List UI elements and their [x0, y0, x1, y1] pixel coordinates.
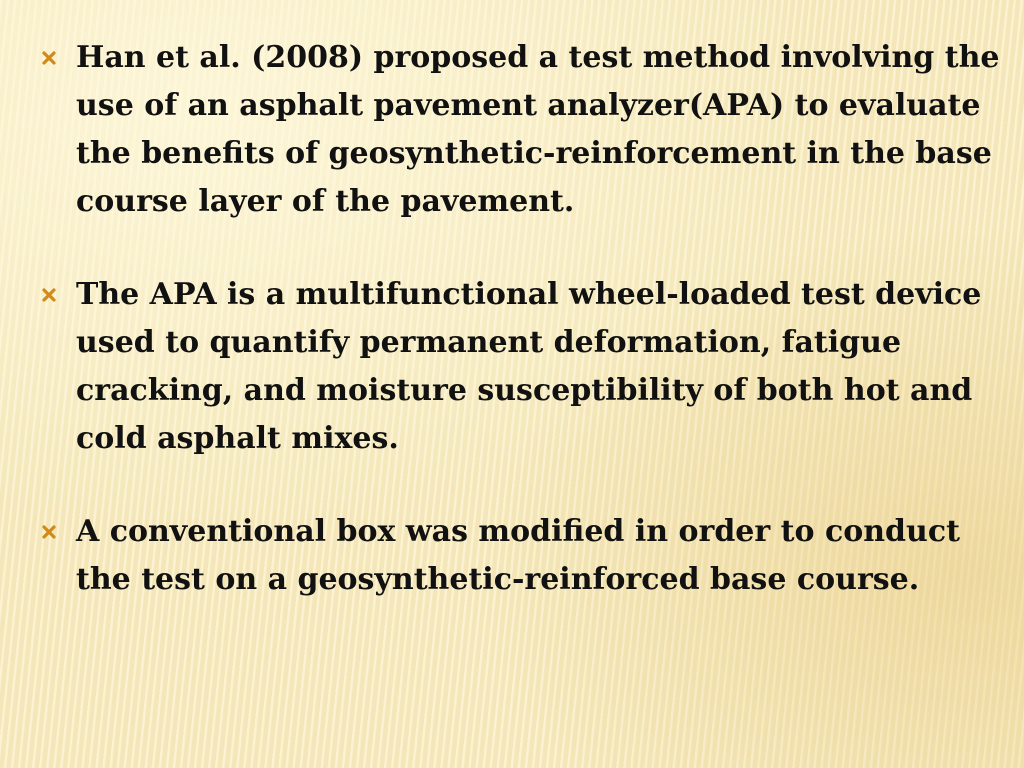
x-mark-icon: [41, 287, 57, 303]
bullet-text: A conventional box was modified in order to conduct the test on a geosynthetic-reinforced base course.: [76, 514, 960, 597]
bullet-list: [38, 34, 1003, 604]
bullet-text: Han et al. (2008) proposed a test method involving the use of an asphalt pavement analyzer(APA) to evaluate the benefits of geosynthetic-reinforcement in the base course layer of the pavement.: [76, 40, 1000, 219]
bullet-item: [38, 508, 1003, 604]
bullet-text: The APA is a multifunctional wheel-loaded test device used to quantify permanent deformation, fatigue cracking, and moisture susceptibility of both hot and cold asphalt mixes.: [76, 277, 982, 456]
bullet-item: [38, 34, 1003, 226]
bullet-item: [38, 271, 1003, 463]
x-mark-icon: [41, 50, 57, 66]
x-mark-icon: [41, 524, 57, 540]
